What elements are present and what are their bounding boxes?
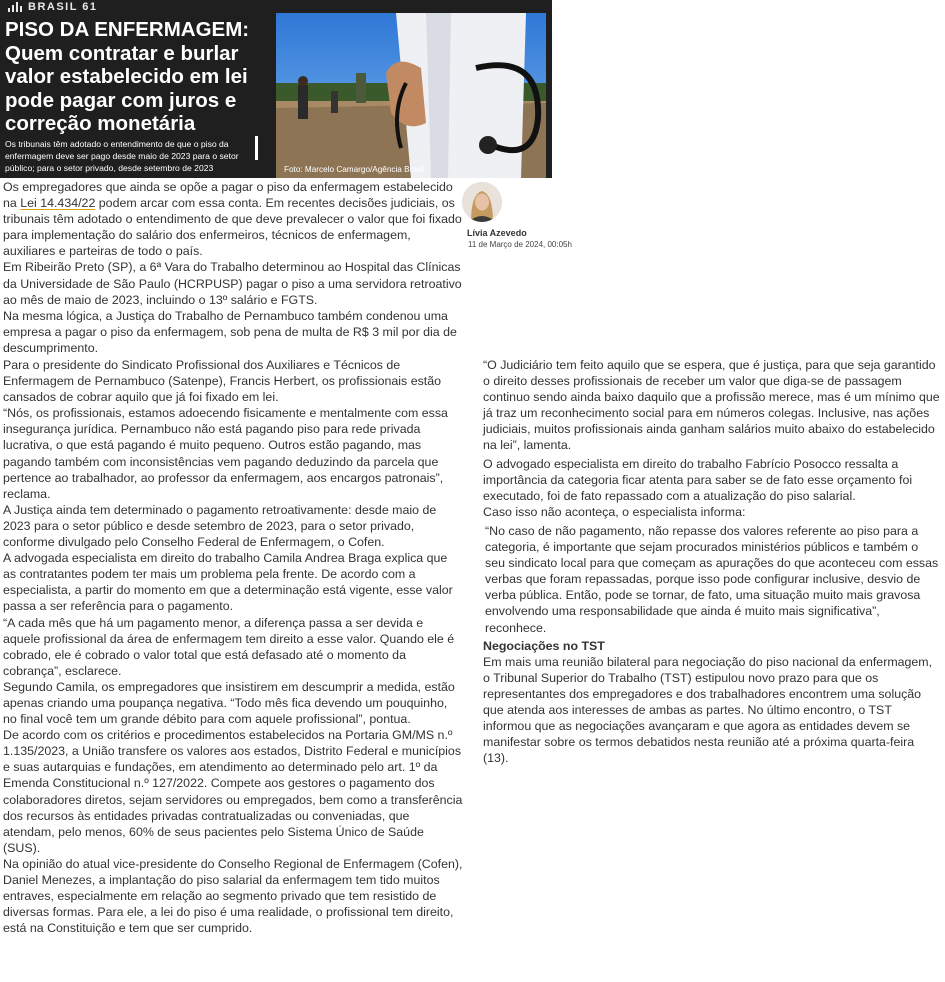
article-headline: PISO DA ENFERMAGEM: Quem contratar e burlar valor estabelecido em lei pode pagar com juros e correção monetária bbox=[5, 18, 250, 135]
right-paragraph-3: Caso isso não aconteça, o especialista informa: bbox=[483, 504, 746, 519]
brand-logo[interactable] bbox=[8, 0, 98, 14]
brand-name: BRASIL 61 bbox=[28, 1, 98, 13]
photo-caption: Foto: Marcelo Camargo/Agência Brasil bbox=[284, 165, 425, 174]
intro-paragraph-3: Na mesma lógica, a Justiça do Trabalho de Pernambuco também condenou uma empresa a pagar o piso da enfermagem, sob pena de multa de R$ 3 mil por dia de descumprimento. bbox=[3, 308, 457, 355]
left-paragraph: Para o presidente do Sindicato Profissional dos Auxiliares e Técnicos de Enfermagem de Pernambuco (Satenpe), Francis Herbert, os profissionais estão cansados de cobrar aquilo que já foi fixado em lei. bbox=[3, 358, 442, 405]
left-paragraph: Na opinião do atual vice-presidente do Conselho Regional de Enfermagem (Cofen), Daniel Menezes, a implantação do piso salarial da enfermagem tem tido muitos entraves, especialmente em relação ao segmento privado que tem resistido de diversas formas. Para ele, a lei do piso é uma realidade, o profissional tem direito, está na Constituição e tem que ser cumprido. bbox=[3, 856, 463, 936]
intro-paragraph-1: Os empregadores que ainda se opõe a pagar o piso da enfermagem estabelecido na Lei 14.434/22 podem arcar com essa conta. Em recentes decisões judiciais, os tribunais têm adotado o entendimento de que deve prevalecer o valor que foi fixado para implementação do salário dos enfermeiros, técnicos de enfermagem, auxiliares e parteiras de todo o país. bbox=[3, 180, 462, 259]
author-block bbox=[462, 182, 662, 249]
left-paragraph: “Nós, os profissionais, estamos adoecendo fisicamente e mentalmente com essa insegurança jurídica. Pernambuco não está pagando piso para rede privada lucrativa, o que está pagando é muito pequeno. Outros estão pagando, mas pagando também com inconsistências vem pagando deduzindo da parcela que pertence ao trabalhador, ao professor da enfermagem, aos encargos patronais”, reclama. bbox=[3, 406, 448, 501]
right-paragraph-2: O advogado especialista em direito do trabalho Fabrício Posocco ressalta a importância da categoria ficar atenta para saber se de fato esse orçamento foi executado, foi de fato repassado com a atualização do piso salarial. bbox=[483, 456, 913, 503]
summary-scrollbar[interactable] bbox=[255, 136, 258, 160]
left-paragraph: A Justiça ainda tem determinado o pagamento retroativamente: desde maio de 2023 para o setor público e desde setembro de 2023, para o setor privado, conforme divulgado pelo Conselho Federal de Enfermagem, o Cofen. bbox=[3, 502, 437, 550]
article-photo bbox=[276, 13, 546, 178]
section-heading: Negociações no TST bbox=[483, 638, 605, 653]
publish-date: 11 de Março de 2024, 00:05h bbox=[468, 240, 572, 249]
right-paragraph-1: “O Judiciário tem feito aquilo que se espera, que é justiça, para que seja garantido o direito desses profissionais de receber um valor que diga-se de passagem continuo sendo ainda baixo daquilo que a profissão merece, mas é um mínimo que já traz um reconhecimento social para em números colegas. Inclusive, nas ações judiciais, muitos profissionais ainda ganham salários muito abaixo do estabelecido na lei”, lamenta. bbox=[483, 358, 940, 453]
signal-bars-icon bbox=[8, 2, 22, 12]
left-paragraph: A advogada especialista em direito do trabalho Camila Andrea Braga explica que as contratantes podem ter mais um problema pela frente. De acordo com a especialista, a partir do momento em que a determinação está vigente, esse valor passa a ser referência para o pagamento. bbox=[3, 551, 453, 614]
left-paragraph: De acordo com os critérios e procedimentos estabelecidos na Portaria GM/MS n.º 1.135/2023, a União transfere os valores aos estados, Distrito Federal e municípios e suas autarquias e fundações, em atendimento ao determinado pelo art. 1º da Emenda Constitucional n.º 127/2022. Compete aos gestores o pagamento dos colaboradores diretos, sejam servidores ou empregados, bem como a transferência dos recursos às entidades privadas contratualizadas ou conveniadas, que atendam, pelo menos, 60% de seus pacientes pelo Sistema Único de Saúde (SUS). bbox=[3, 728, 463, 855]
article-summary: Os tribunais têm adotado o entendimento de que o piso da enfermagem deve ser pago desde maio de 2023 para o setor público; para o setor privado, desde setembro de 2023 bbox=[5, 139, 239, 173]
article-intro bbox=[3, 179, 463, 356]
intro-paragraph-2: Em Ribeirão Preto (SP), a 6ª Vara do Trabalho determinou ao Hospital das Clínicas da Universidade de São Paulo (HCRPUSP) pagar o piso a uma servidora retroativo ao mês de maio de 2023, incluindo o 13º salário e FGTS. bbox=[3, 260, 462, 307]
article-banner bbox=[0, 0, 552, 178]
right-quote: “No caso de não pagamento, não repasse dos valores referente ao piso para a categoria, é importante que sejam procurados ministérios públicos e também o seu sindicato local para que começam as apurações do que aconteceu com essas verbas que foram repassadas, porque isso pode configurar inclusive, desvio de verba pública. Então, pode se tornar, de fato, uma situação muito mais gravosa envolvendo uma responsabilidade que ainda é muito mais significativa”, reconhece. bbox=[485, 523, 939, 635]
author-name[interactable]: Lívia Azevedo bbox=[467, 228, 527, 238]
left-paragraph: “A cada mês que há um pagamento menor, a diferença passa a ser devida e aquele profissional da área de enfermagem tem direito a esse valor. Quando ele é cobrado, ele é cobrado o valor total que está defasado até o momento da cobrança”, esclarece. bbox=[3, 615, 455, 678]
right-column bbox=[483, 357, 941, 766]
left-column bbox=[3, 357, 463, 936]
left-paragraph: Segundo Camila, os empregadores que insistirem em descumprir a medida, estão apenas criando uma poupança negativa. “Todo mês fica devendo um pouquinho, no final você tem um grande débito para com aquele profissional”, pontua. bbox=[3, 679, 455, 727]
law-link[interactable]: Lei 14.434/22 bbox=[20, 196, 96, 211]
author-avatar[interactable] bbox=[462, 182, 502, 222]
right-paragraph-5: Em mais uma reunião bilateral para negociação do piso nacional da enfermagem, o Tribunal Superior do Trabalho (TST) estipulou novo prazo para que os representantes dos empregadores e dos trabalhadores encontrem uma solução que atenda aos interesses de ambas as partes. No último encontro, o TST informou que as negociações avançaram e que agora as entidades devem se manifestar sobre os termos debatidos nesta reunião até a próxima quarta-feira (13). bbox=[483, 654, 933, 766]
